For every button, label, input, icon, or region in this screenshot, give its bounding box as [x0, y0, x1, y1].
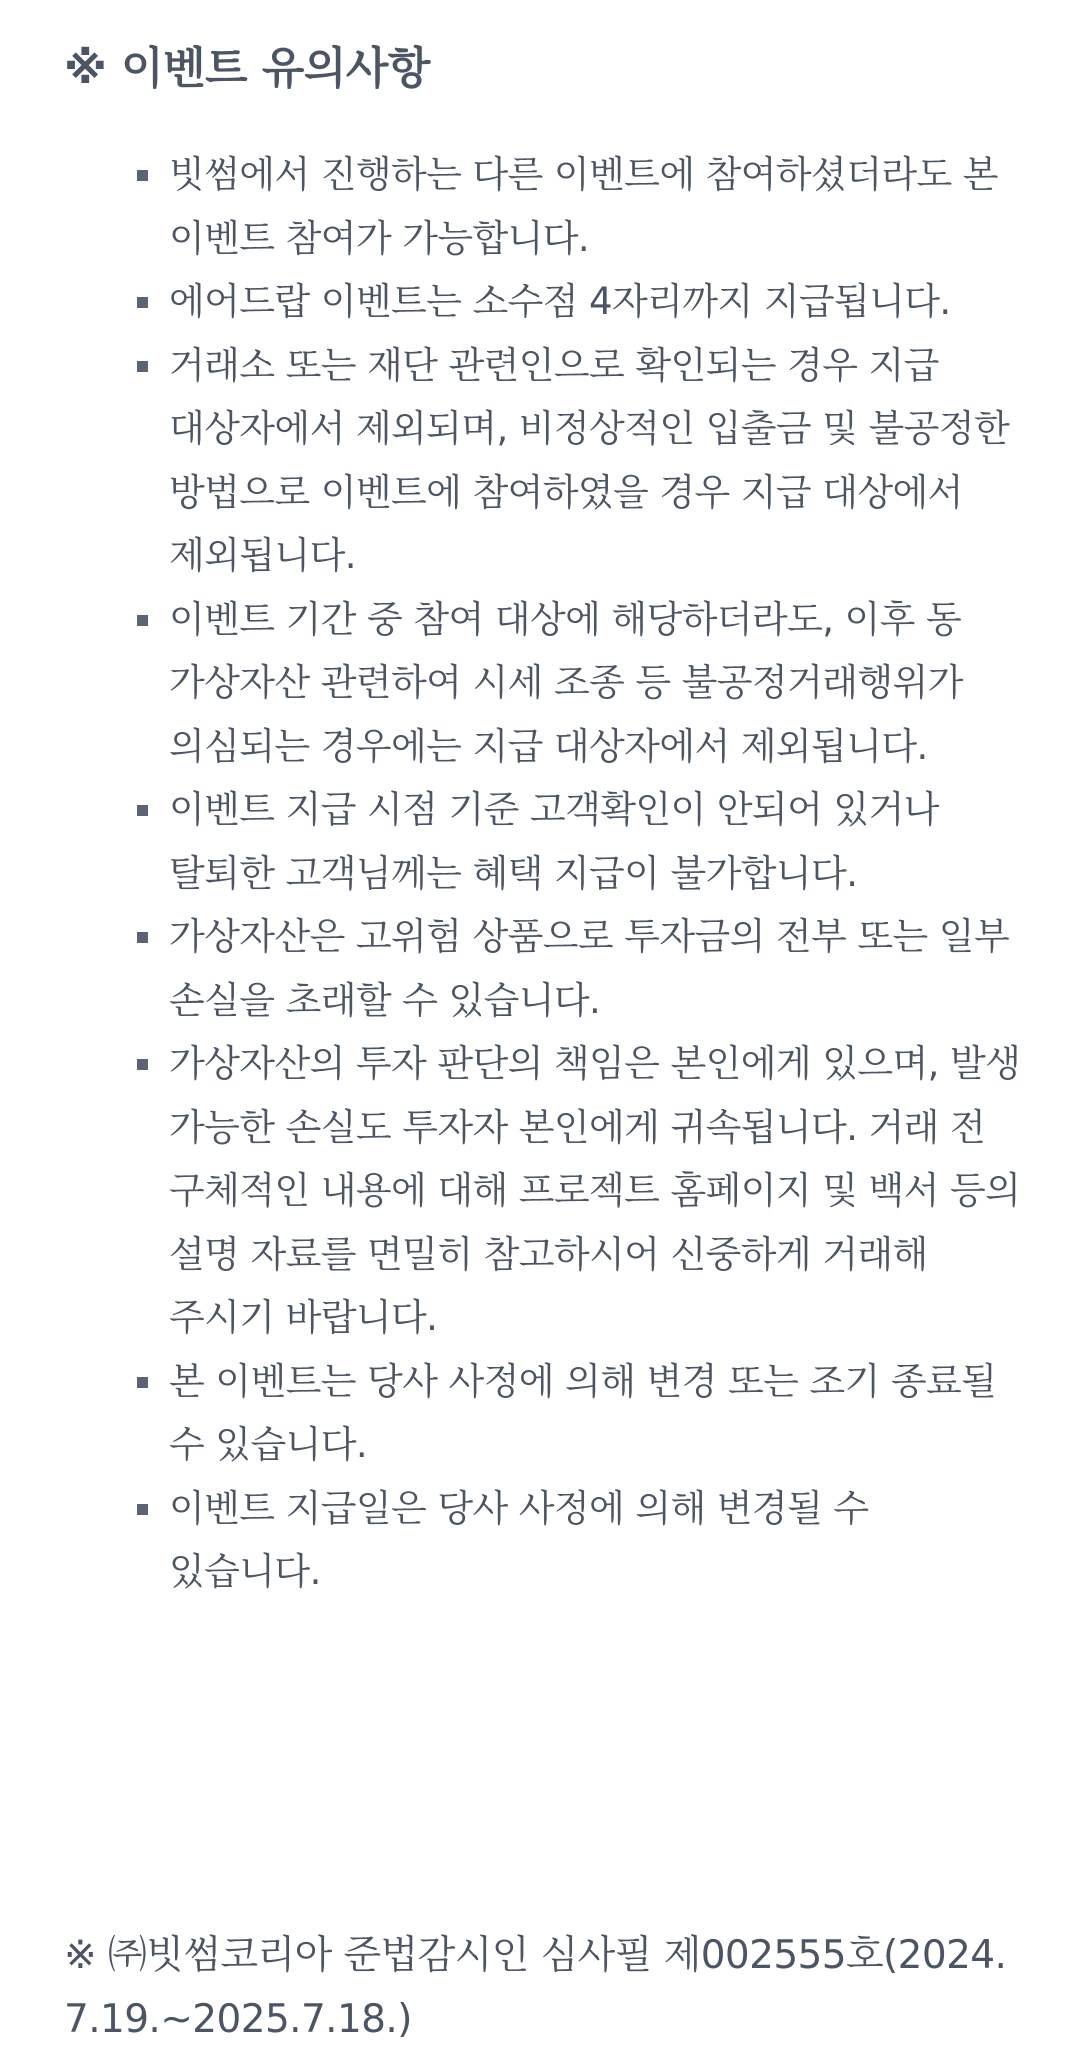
list-item: [137, 778, 1027, 905]
list-item: [137, 1032, 1027, 1350]
square-bullet-icon: [137, 932, 148, 943]
notice-title: ※ 이벤트 유의사항: [64, 43, 430, 94]
list-item: [137, 588, 1027, 779]
list-item: [137, 905, 1027, 1032]
list-item-text: 이벤트 지급 시점 기준 고객확인이 안되어 있거나 탈퇴한 고객님께는 혜택 지급이 불가합니다.: [169, 788, 939, 895]
square-bullet-icon: [137, 361, 148, 372]
list-item: [137, 1350, 1027, 1477]
list-item: [137, 143, 1027, 270]
list-item-text: 이벤트 기간 중 참여 대상에 해당하더라도, 이후 동 가상자산 관련하여 시세 조종 등 불공정거래행위가 의심되는 경우에는 지급 대상자에서 제외됩니다.: [169, 597, 963, 768]
square-bullet-icon: [137, 615, 148, 626]
list-item-text: 본 이벤트는 당사 사정에 의해 변경 또는 조기 종료될 수 있습니다.: [169, 1359, 997, 1466]
square-bullet-icon: [137, 1377, 148, 1388]
list-item: [137, 334, 1027, 588]
square-bullet-icon: [137, 170, 148, 181]
list-item-text: 이벤트 지급일은 당사 사정에 의해 변경될 수 있습니다.: [169, 1486, 869, 1593]
list-item: [137, 270, 1027, 334]
compliance-note: ※ ㈜빗썸코리아 준법감시인 심사필 제002555호(2024.7.19.~2025.7.18.): [64, 1933, 1007, 2042]
square-bullet-icon: [137, 805, 148, 816]
list-item-text: 빗썸에서 진행하는 다른 이벤트에 참여하셨더라도 본 이벤트 참여가 가능합니다.: [169, 153, 998, 260]
list-item-text: 거래소 또는 재단 관련인으로 확인되는 경우 지급 대상자에서 제외되며, 비정상적인 입출금 및 불공정한 방법으로 이벤트에 참여하였을 경우 지급 대상에서 제외됩니다.: [169, 343, 1010, 577]
list-item: [137, 1477, 1027, 1604]
square-bullet-icon: [137, 1504, 148, 1515]
notice-list: [137, 143, 1027, 1604]
list-item-text: 가상자산의 투자 판단의 책임은 본인에게 있으며, 발생 가능한 손실도 투자자 본인에게 귀속됩니다. 거래 전 구체적인 내용에 대해 프로젝트 홈페이지 및 백서 등의 설명 자료를 면밀히 참고하시어 신중하게 거래해 주시기 바랍니다.: [169, 1042, 1021, 1339]
list-item-text: 에어드랍 이벤트는 소수점 4자리까지 지급됩니다.: [169, 280, 951, 323]
list-item-text: 가상자산은 고위험 상품으로 투자금의 전부 또는 일부 손실을 초래할 수 있습니다.: [169, 915, 1010, 1022]
square-bullet-icon: [137, 297, 148, 308]
square-bullet-icon: [137, 1059, 148, 1070]
